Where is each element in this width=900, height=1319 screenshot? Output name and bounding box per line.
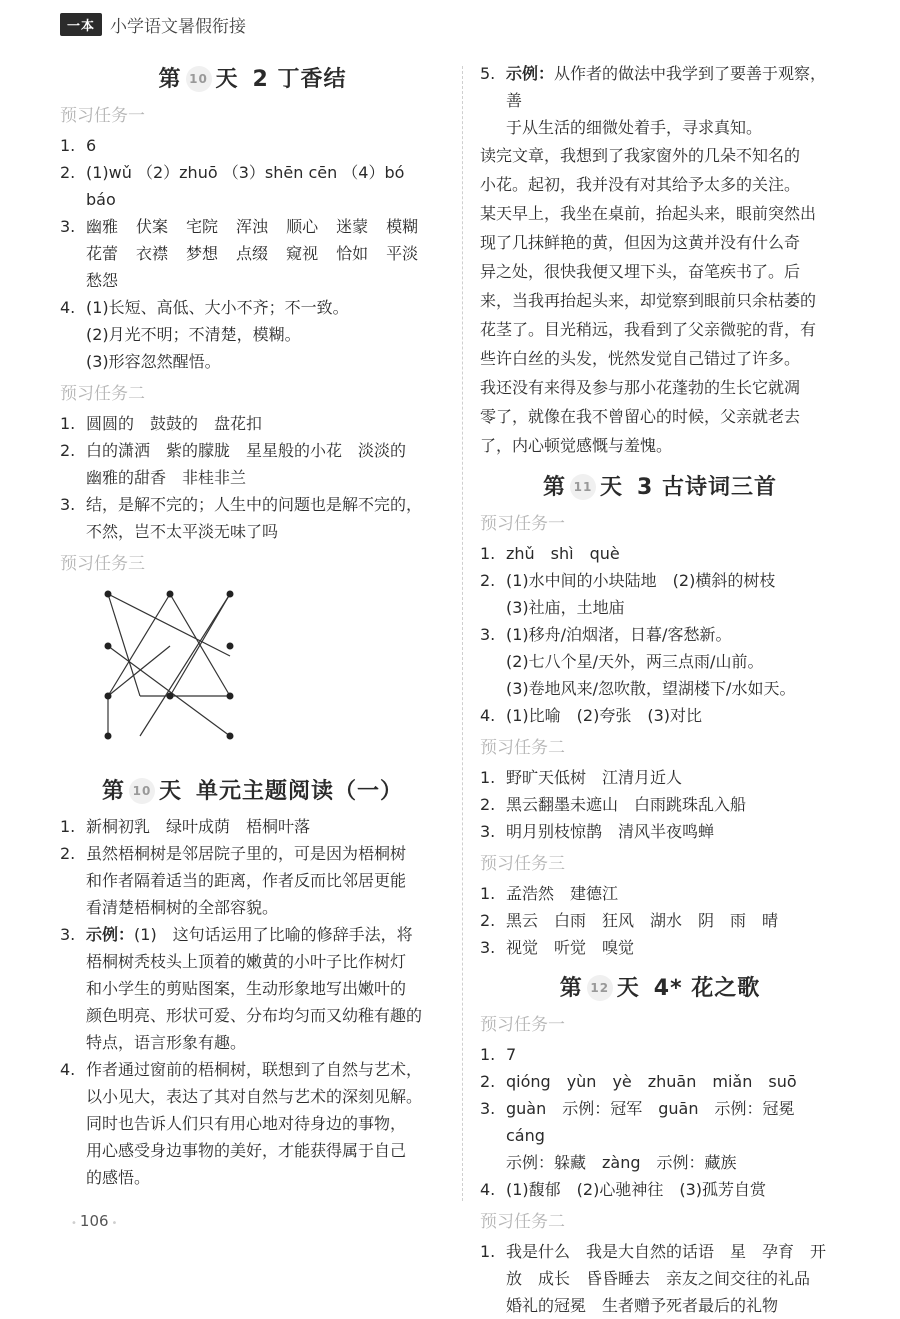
answer-item [60,1056,445,1191]
answer-item [60,294,445,375]
paragraph-line: 读完文章，我想到了我家窗外的几朵不知名的 [480,146,801,165]
left-column [60,60,445,1191]
item-number: 3. [480,938,496,957]
answer-item [60,159,445,213]
answer-item [480,791,840,818]
brand-badge: 一本 [60,13,102,36]
answer-line: 虽然梧桐树是邻居院子里的，可是因为梧桐树 [86,844,407,863]
answer-item [60,840,445,921]
answer-line: 颜色明亮、形状可爱、分布均匀而又幼稚有趣的 [86,1006,423,1025]
answer-line: 幽雅的甜香 非桂非兰 [86,468,247,487]
answer-line: (1)水中间的小块陆地 (2)横斜的树枝 [506,571,776,590]
answer-line: (3)形容忽然醒悟。 [86,352,221,371]
item-number: 1. [480,1045,496,1064]
answer-line: 圆圆的 鼓鼓的 盘花扣 [86,414,263,433]
answer-line: 和小学生的剪贴图案，生动形象地写出嫩叶的 [86,979,407,998]
section-heading: 预习任务二 [480,738,565,758]
answer-line: 以小见大，表达了其对自然与艺术的深刻见解。 [86,1087,423,1106]
sample-paragraph [480,141,840,460]
answer-list [60,132,445,375]
answer-line: 的感悟。 [86,1168,151,1187]
answer-item [480,567,840,621]
answer-line: 野旷天低树 江清月近人 [506,768,683,787]
answer-item [480,1095,840,1176]
answer-list [60,813,445,1191]
answer-line: 明月别枝惊鹊 清风半夜鸣蝉 [506,822,715,841]
answer-line: 7 [506,1045,517,1064]
paragraph-line: 某天早上，我坐在桌前，抬起头来，眼前突然出 [480,204,817,223]
item-number: 1. [60,817,76,836]
answer-word: 平淡 [386,244,419,263]
answer-item [60,213,445,294]
item-number: 4. [480,706,496,725]
answer-line: (2)七八个星/天外，两三点雨/山前。 [506,652,764,671]
answer-item [480,818,840,845]
answer-item [480,540,840,567]
item-number: 3. [480,1099,496,1118]
answer-line: zhǔ shì què [506,544,620,563]
item-number: 3. [60,925,76,944]
item-number: 2. [480,571,496,590]
answer-line: (1)移舟/泊烟渚，日暮/客愁新。 [506,625,732,644]
day-title: 第 11 天 3 古诗词三首 [480,470,840,501]
answer-item [480,880,840,907]
answer-word: 模糊 [386,217,419,236]
answer-line: (2)月光不明；不清楚，模糊。 [86,325,301,344]
paragraph-line: 异之处，很快我便又埋下头，奋笔疾书了。后 [480,262,801,281]
answer-list [60,410,445,545]
answer-item [60,813,445,840]
answer-line: báo [86,190,116,209]
item-number: 2. [60,844,76,863]
lesson-name: 单元主题阅读（一） [196,779,404,804]
answer-line: 和作者隔着适当的距离，作者反而比邻居更能 [86,871,407,890]
paragraph-line: 来，当我再抬起头来，却觉察到眼前只余枯萎的 [480,291,817,310]
answer-line: 特点，语言形象有趣。 [86,1033,247,1052]
answer-line: (3)社庙，土地庙 [506,598,625,617]
paragraph-line: 现了几抹鲜艳的黄，但因为这黄并没有什么奇 [480,233,801,252]
answer-list [480,764,840,845]
answer-item [480,764,840,791]
answer-line: guàn 示例：冠军 guān 示例：冠冕 cáng [506,1099,811,1145]
book-title: 小学语文暑假衔接 [110,17,247,37]
item-number: 3. [480,822,496,841]
section-heading: 预习任务三 [480,854,565,874]
item-number: 1. [480,1242,496,1261]
answer-item [480,702,840,729]
answer-line: 新桐初乳 绿叶成荫 梧桐叶落 [86,817,311,836]
matching-lines-diagram [80,586,250,756]
item-number: 1. [480,768,496,787]
answer-item [60,437,445,491]
page-number: • 106 • [68,1212,120,1230]
answer-item [60,132,445,159]
answer-word: 衣襟 [136,244,169,263]
answer-list [480,540,840,729]
item-number: 1. [60,136,76,155]
answer-word: 点缀 [236,244,269,263]
paragraph-line: 我还没有来得及参与那小花蓬勃的生长它就凋 [480,378,801,397]
answer-line: 梧桐树秃枝头上顶着的嫩黄的小叶子比作树灯 [86,952,407,971]
answer-list [480,1041,840,1203]
answer-word: 宅院 [186,217,219,236]
section-heading: 预习任务一 [480,514,565,534]
paragraph-line: 些许白丝的头发，恍然发觉自己错过了许多。 [480,349,801,368]
item-number: 3. [60,217,76,236]
answer-line: 白的潇洒 紫的朦胧 星星般的小花 淡淡的 [86,441,407,460]
day-title: 第 10 天 2 丁香结 [60,62,445,93]
answer-line: 黑云 白雨 狂风 湖水 阴 雨 晴 [506,911,779,930]
answer-word: 顺心 [286,217,319,236]
answer-word: 窥视 [286,244,319,263]
section-heading: 预习任务二 [480,1212,565,1232]
answer-line: qióng yùn yè zhuān miǎn suō [506,1072,797,1091]
answer-line: 孟浩然 建德江 [506,884,619,903]
answer-word: 浑浊 [236,217,269,236]
item-number: 2. [480,911,496,930]
answer-line: 我是什么 我是大自然的话语 星 孕育 开 [506,1242,827,1261]
day-number-badge: 10 [186,66,212,92]
item-number: 3. [480,625,496,644]
answer-word: 幽雅 [86,217,119,236]
item-number: 1. [480,884,496,903]
day-number-badge: 11 [570,474,596,500]
answer-item [480,934,840,961]
answer-line: 同时也告诉人们只有用心地对待身边的事物， [86,1114,407,1133]
section-heading: 预习任务二 [60,384,145,404]
answer-word: 愁怨 [86,271,119,290]
item-number: 2. [60,163,76,182]
answer-item [480,1068,840,1095]
lesson-name: 2 丁香结 [252,67,347,92]
answer-item [480,1176,840,1203]
answer-line: 婚礼的冠冕 生者赠予死者最后的礼物 [506,1296,779,1315]
right-column [480,60,840,1319]
answer-line: 作者通过窗前的梧桐树，联想到了自然与艺术， [86,1060,423,1079]
item-number: 2. [60,441,76,460]
day-number-badge: 10 [129,778,155,804]
section-heading: 预习任务一 [480,1015,565,1035]
answer-word: 恰如 [336,244,369,263]
item-number: 2. [480,795,496,814]
answer-item [480,1238,840,1319]
answer-line: (1)馥郁 (2)心驰神往 (3)孤芳自赏 [506,1180,766,1199]
answer-item [480,1041,840,1068]
paragraph-line: 小花。起初，我并没有对其给予太多的关注。 [480,175,801,194]
answer-word: 伏案 [136,217,169,236]
answer-list [480,880,840,961]
day-number-badge: 12 [587,975,613,1001]
answer-line: (1)比喻 (2)夸张 (3)对比 [506,706,702,725]
answer-line: 不然，岂不太平淡无味了吗 [86,522,279,541]
answer-item [60,921,445,1056]
item-number: 1. [480,544,496,563]
section-heading: 预习任务一 [60,106,145,126]
item-number: 1. [60,414,76,433]
answer-line: 示例：(1) 这句话运用了比喻的修辞手法，将 [86,925,413,944]
answer-line: 结，是解不完的；人生中的问题也是解不完的， [86,495,423,514]
paragraph-line: 了，内心顿觉感慨与羞愧。 [480,436,673,455]
answer-word: 迷蒙 [336,217,369,236]
lesson-name: 4* 花之歌 [653,976,761,1001]
answer-list [480,1238,840,1319]
paragraph-line: 花茎了。目光稍远，我看到了父亲微驼的背，有 [480,320,817,339]
answer-item: 5. 示例：从作者的做法中我学到了要善于观察，善 于从生活的细微处着手，寻求真知。 [480,64,827,137]
item-number: 2. [480,1072,496,1091]
section-heading: 预习任务三 [60,554,145,574]
answer-item [60,491,445,545]
answer-word: 梦想 [186,244,219,263]
day-title: 第 12 天 4* 花之歌 [480,971,840,1002]
day-title: 第 10 天 单元主题阅读（一） [60,774,445,805]
answer-line: 示例：躲藏 zàng 示例：藏族 [506,1153,737,1172]
item-number: 4. [480,1180,496,1199]
answer-word: 花蕾 [86,244,119,263]
column-divider [462,66,463,1201]
paragraph-line: 零了，就像在我不曾留心的时候，父亲就老去 [480,407,801,426]
page-header [60,12,246,37]
answer-line: 用心感受身边事物的美好，才能获得属于自己 [86,1141,407,1160]
answer-item [60,410,445,437]
answer-item [480,907,840,934]
answer-line: 视觉 听觉 嗅觉 [506,938,635,957]
answer-line: 看清楚梧桐树的全部容貌。 [86,898,279,917]
item-number: 3. [60,495,76,514]
item-number: 4. [60,1060,76,1079]
lesson-name: 3 古诗词三首 [637,475,777,500]
answer-line: (3)卷地风来/忽吹散，望湖楼下/水如天。 [506,679,796,698]
answer-line: (1)wǔ （2）zhuō （3）shēn cēn （4）bó [86,163,405,182]
answer-line: 放 成长 昏昏睡去 亲友之间交往的礼品 [506,1269,811,1288]
answer-line: 6 [86,136,97,155]
item-number: 4. [60,298,76,317]
answer-line: 黑云翻墨未遮山 白雨跳珠乱入船 [506,795,747,814]
answer-item [480,621,840,702]
answer-line: (1)长短、高低、大小不齐；不一致。 [86,298,349,317]
example-label: 示例： [86,925,135,944]
